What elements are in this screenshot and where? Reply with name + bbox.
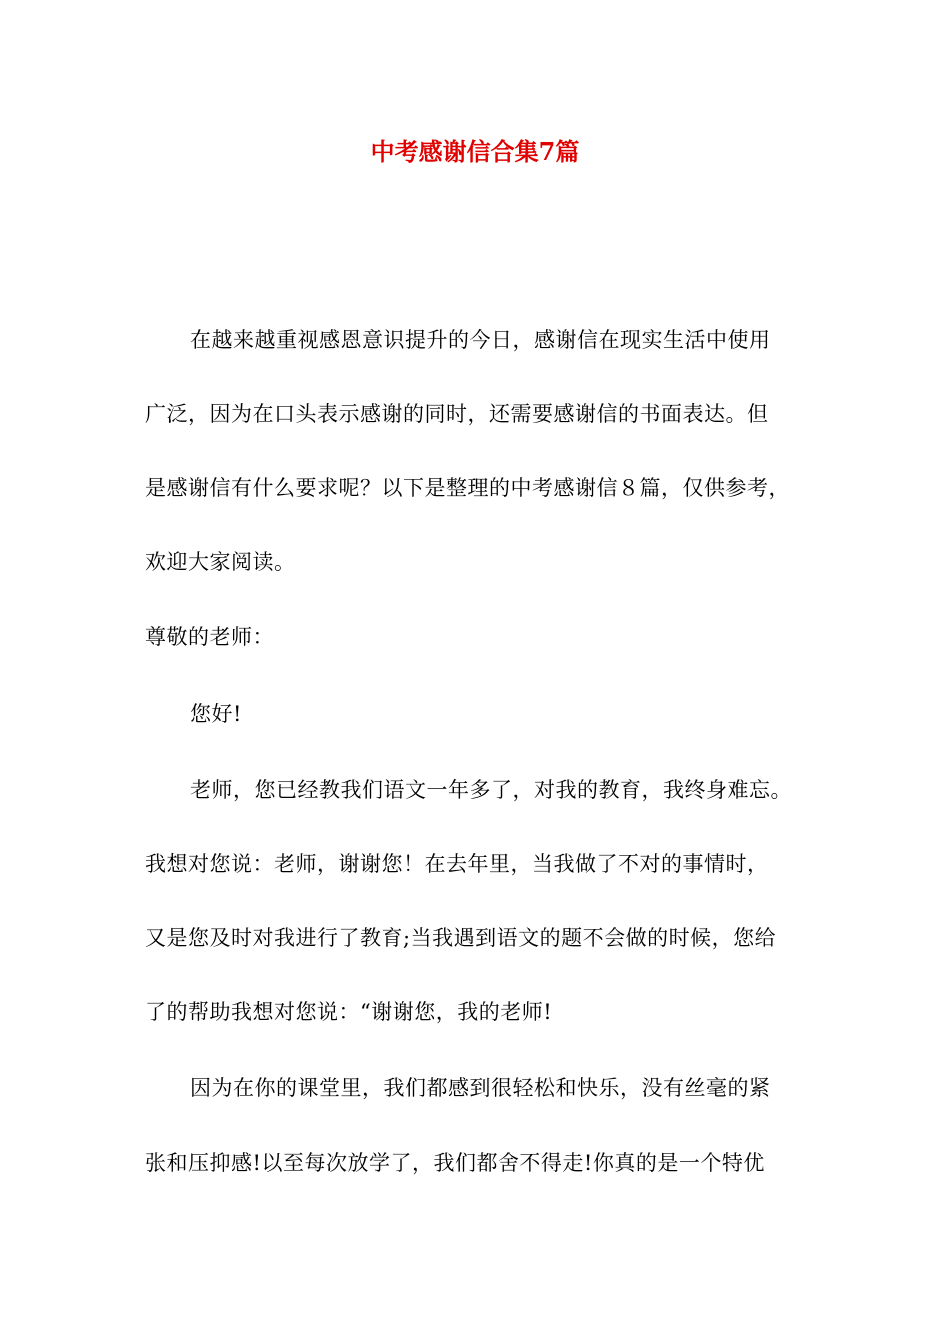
paragraph-line: 因为在你的课堂里，我们都感到很轻松和快乐，没有丝毫的紧 [190, 1076, 771, 1100]
paragraph-line: 是感谢信有什么要求呢？以下是整理的中考感谢信８篇，仅供参考， [145, 476, 790, 500]
paragraph-line: 张和压抑感!以至每次放学了，我们都舍不得走!你真的是一个特优 [145, 1151, 765, 1175]
paragraph-line: 欢迎大家阅读。 [145, 550, 296, 574]
document-title: 中考感谢信合集7篇 [370, 137, 580, 166]
greeting-line: 您好! [190, 702, 242, 726]
salutation-line: 尊敬的老师： [145, 625, 274, 649]
paragraph-line: 在越来越重视感恩意识提升的今日，感谢信在现实生活中使用 [190, 328, 771, 352]
paragraph-line: 了的帮助我想对您说：“谢谢您，我的老师! [145, 1000, 553, 1024]
paragraph-line: 广泛，因为在口头表示感谢的同时，还需要感谢信的书面表达。但 [145, 402, 769, 426]
paragraph-line: 我想对您说：老师，谢谢您！在去年里，当我做了不对的事情时， [145, 852, 769, 876]
paragraph-line: 老师，您已经教我们语文一年多了，对我的教育，我终身难忘。 [190, 778, 792, 802]
paragraph-line: 又是您及时对我进行了教育;当我遇到语文的题不会做的时候，您给 [145, 926, 777, 950]
